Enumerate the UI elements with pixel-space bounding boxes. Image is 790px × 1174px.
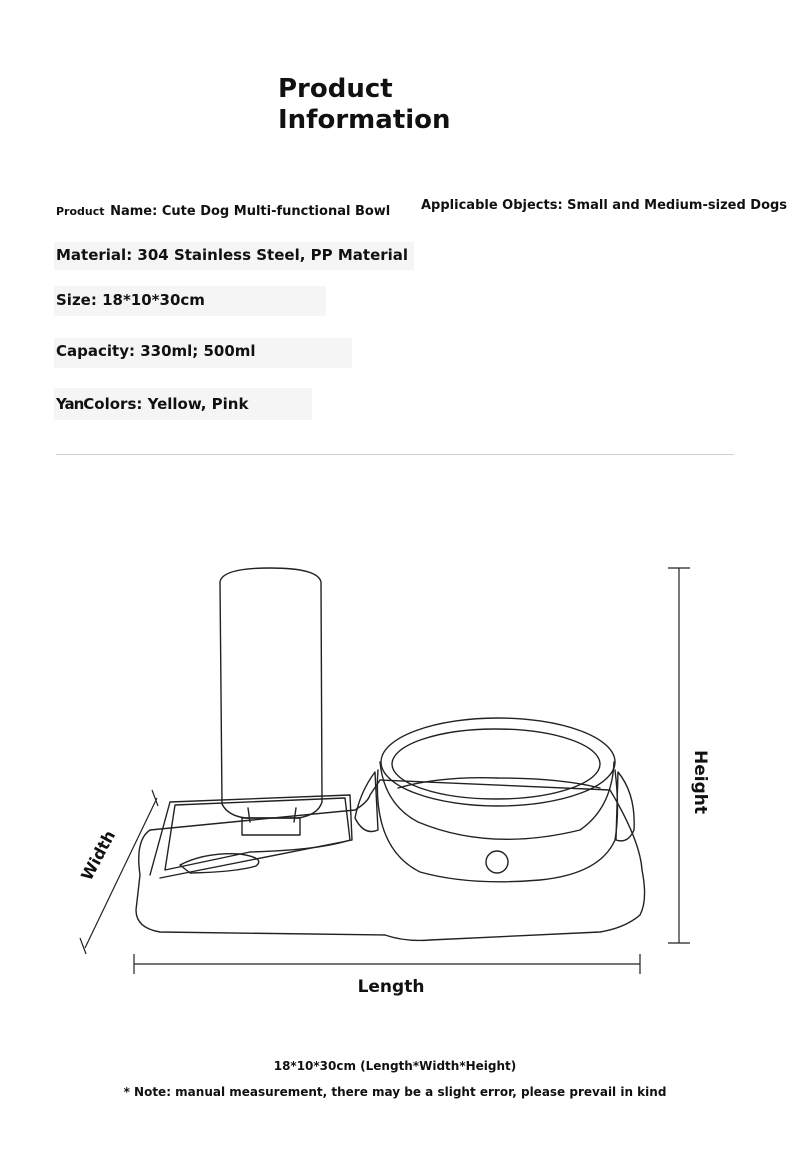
spec-size: Size: 18*10*30cm xyxy=(56,291,205,309)
title-line-2: Information xyxy=(278,105,451,135)
spec-capacity: Capacity: 330ml; 500ml xyxy=(56,342,256,360)
width-label: Width xyxy=(77,827,120,884)
spec-colors xyxy=(56,395,248,413)
bowl-stand xyxy=(377,770,617,882)
spec-product-name xyxy=(56,200,390,219)
title-line-1: Product xyxy=(278,74,393,104)
dimensions-caption: 18*10*30cm (Length*Width*Height) xyxy=(273,1059,517,1073)
measurement-note: * Note: manual measurement, there may be a slight error, please prevail in kind xyxy=(123,1085,667,1099)
height-dimension xyxy=(668,568,690,943)
spec-applicable-objects: Applicable Objects: Small and Medium-sized Dogs xyxy=(421,198,788,213)
product-name-text: Name: Cute Dog Multi-functional Bowl xyxy=(110,204,391,219)
water-bottle xyxy=(220,568,322,818)
bowl-knob xyxy=(486,851,508,873)
colors-text: Colors: Yellow, Pink xyxy=(83,395,249,413)
product-prefix: Product xyxy=(56,205,105,218)
length-label: Length xyxy=(357,977,425,997)
length-dimension xyxy=(134,954,640,974)
height-label: Height xyxy=(690,750,710,814)
colors-prefix: Yan xyxy=(56,395,84,413)
product-dimension-diagram xyxy=(0,540,790,1010)
page-title xyxy=(278,74,451,136)
food-bowl xyxy=(381,718,615,806)
spec-material: Material: 304 Stainless Steel, PP Material xyxy=(56,246,409,264)
section-divider xyxy=(56,454,734,455)
